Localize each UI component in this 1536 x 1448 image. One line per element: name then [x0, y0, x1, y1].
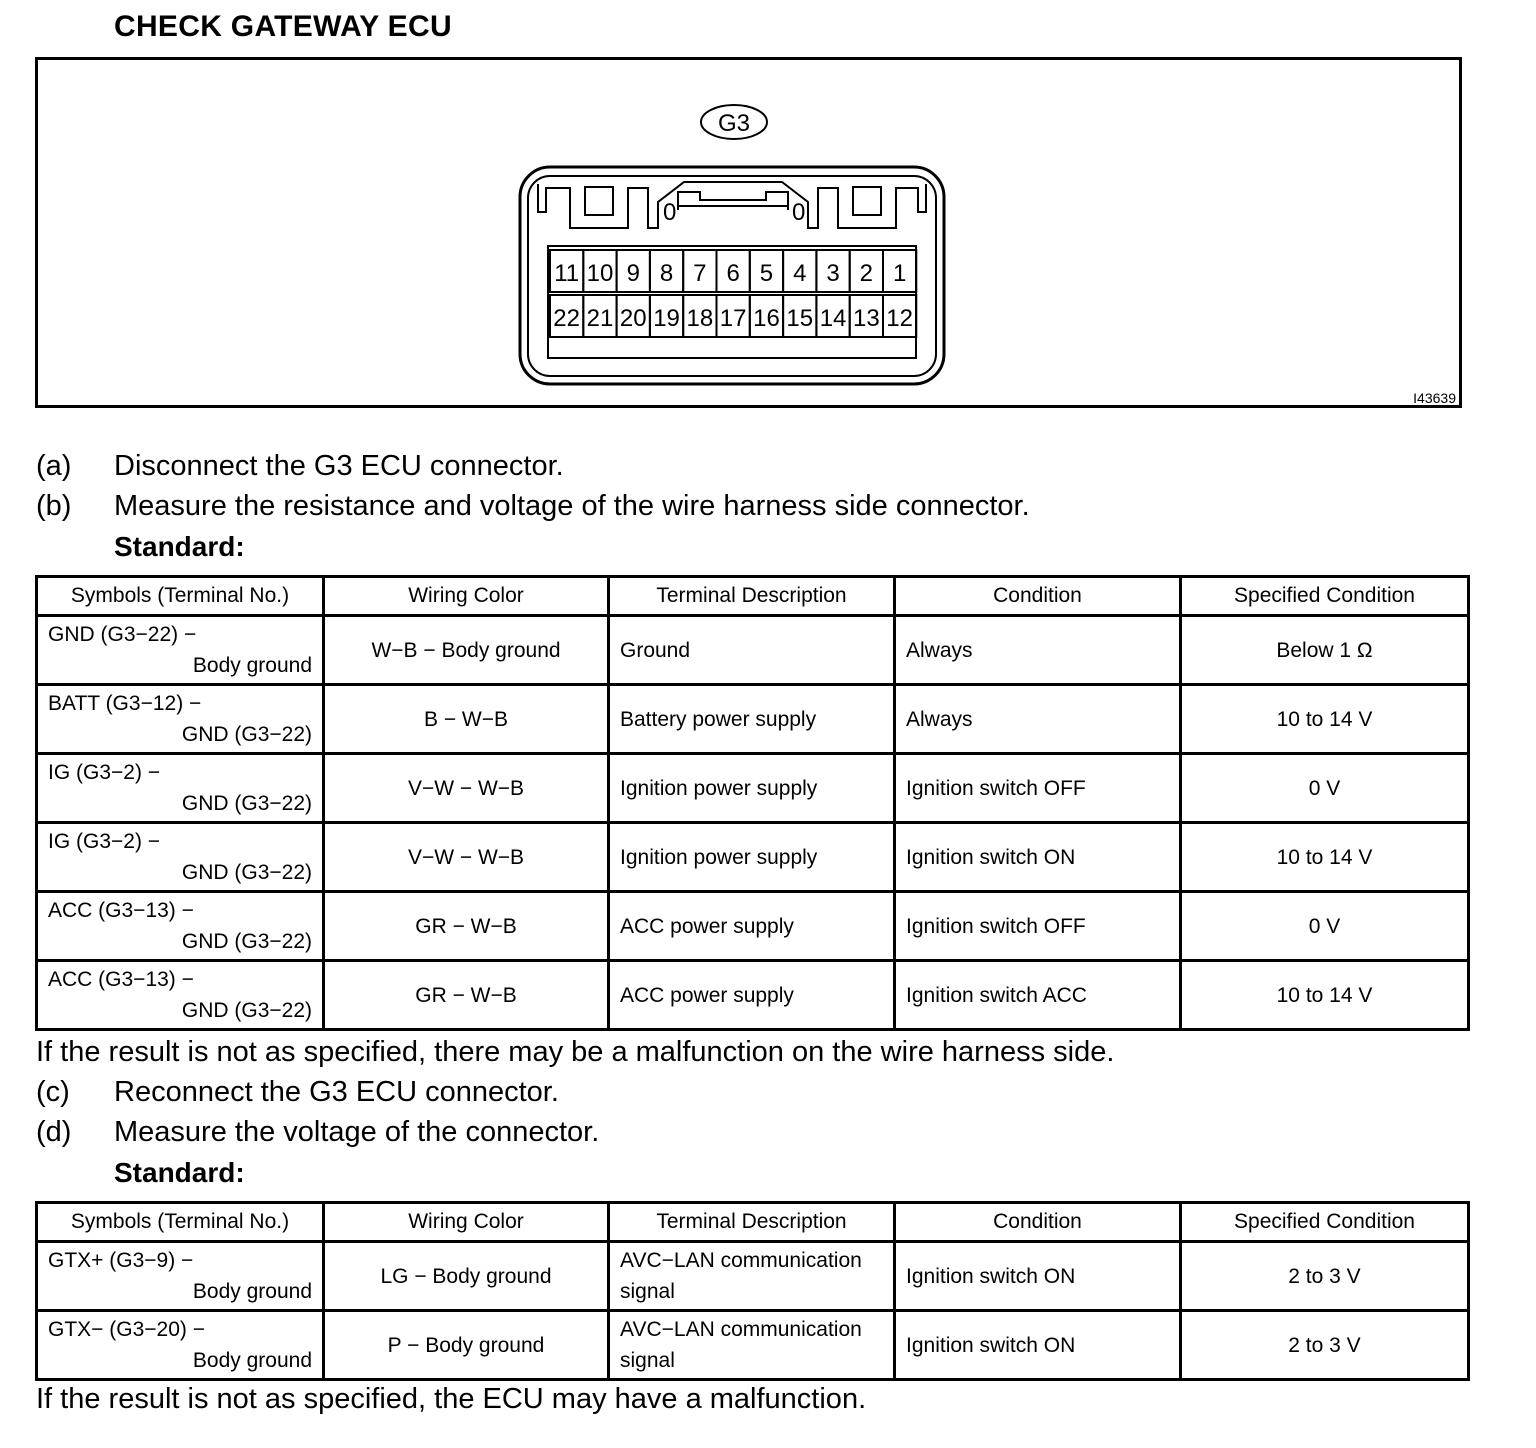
pin-number: 8: [659, 260, 674, 287]
table-header-row: [37, 577, 1469, 616]
pin-number: 5: [759, 260, 774, 287]
cell-description: ACC power supply: [609, 961, 895, 1030]
header-condition: Condition: [895, 1203, 1181, 1242]
cell-wiring-color: P − Body ground: [324, 1311, 609, 1380]
cell-condition: Ignition switch ON: [895, 823, 1181, 892]
pin-number: 9: [626, 260, 640, 287]
pin-number: 12: [886, 305, 914, 332]
cell-condition: Always: [895, 616, 1181, 685]
table-row: [37, 754, 1469, 823]
cell-symbol: IG (G3−2) − GND (G3−22): [37, 754, 324, 823]
header-terminal-description: Terminal Description: [609, 577, 895, 616]
page-title: CHECK GATEWAY ECU: [114, 10, 452, 43]
note-ecu: If the result is not as specified, the ECU may have a malfunction.: [36, 1383, 867, 1415]
step-b-text: Measure the resistance and voltage of the wire harness side connector.: [114, 490, 1030, 522]
pin-number: 16: [753, 305, 780, 332]
header-symbols: Symbols (Terminal No.): [37, 1203, 324, 1242]
pin-grid: [550, 250, 916, 337]
table-row: [37, 961, 1469, 1030]
step-d-text: Measure the voltage of the connector.: [114, 1116, 600, 1148]
pin-number: 1: [892, 260, 907, 287]
pin-number: 22: [553, 305, 581, 332]
connector-label: G3: [717, 110, 751, 137]
latch-mark-right: 0: [792, 199, 806, 226]
step-a: [36, 450, 564, 483]
standard-label-2: Standard:: [114, 1157, 245, 1188]
header-terminal-description: Terminal Description: [609, 1203, 895, 1242]
cell-description: Battery power supply: [609, 685, 895, 754]
pin-number: 17: [719, 305, 747, 332]
header-wiring-color: Wiring Color: [324, 1203, 609, 1242]
figure-id: I43639: [1413, 390, 1456, 406]
cell-condition: Ignition switch OFF: [895, 754, 1181, 823]
table-header-row: [37, 1203, 1469, 1242]
pin-number: 18: [686, 305, 714, 332]
cell-spec: 10 to 14 V: [1181, 961, 1469, 1030]
cell-condition: Always: [895, 685, 1181, 754]
cell-symbol: GTX+ (G3−9) − Body ground: [37, 1242, 324, 1311]
cell-symbol: ACC (G3−13) − GND (G3−22): [37, 892, 324, 961]
cell-condition: Ignition switch ON: [895, 1311, 1181, 1380]
connector-diagram: [38, 60, 1465, 411]
header-specified-condition: Specified Condition: [1181, 1203, 1469, 1242]
connector-figure: [35, 57, 1462, 408]
pin-number: 15: [786, 305, 814, 332]
spec-table-1: [35, 575, 1470, 1031]
cell-spec: 2 to 3 V: [1181, 1311, 1469, 1380]
cell-spec: 0 V: [1181, 892, 1469, 961]
cell-spec: 10 to 14 V: [1181, 685, 1469, 754]
pin-number: 19: [653, 305, 680, 332]
header-specified-condition: Specified Condition: [1181, 577, 1469, 616]
table-row: [37, 892, 1469, 961]
cell-wiring-color: B − W−B: [324, 685, 609, 754]
latch-mark-left: 0: [663, 199, 677, 226]
pin-number: 6: [726, 260, 740, 287]
pin-number: 21: [586, 305, 614, 332]
table-row: [37, 1311, 1469, 1380]
pin-number: 3: [826, 260, 840, 287]
step-a-text: Disconnect the G3 ECU connector.: [114, 450, 564, 482]
note-harness: If the result is not as specified, there may be a malfunction on the wire harness side.: [36, 1036, 1115, 1068]
step-b: [36, 490, 1030, 523]
pin-number: 11: [554, 260, 580, 287]
pin-number: 13: [852, 305, 880, 332]
spec-table-2: [35, 1201, 1470, 1381]
connector-locks: [538, 182, 926, 228]
step-c: [36, 1076, 559, 1109]
cell-wiring-color: W−B − Body ground: [324, 616, 609, 685]
cell-wiring-color: GR − W−B: [324, 961, 609, 1030]
pin-number: 2: [859, 260, 874, 287]
cell-condition: Ignition switch ACC: [895, 961, 1181, 1030]
pin-number: 10: [586, 260, 614, 287]
header-condition: Condition: [895, 577, 1181, 616]
header-wiring-color: Wiring Color: [324, 577, 609, 616]
cell-spec: 10 to 14 V: [1181, 823, 1469, 892]
cell-symbol: BATT (G3−12) − GND (G3−22): [37, 685, 324, 754]
cell-spec: Below 1 Ω: [1181, 616, 1469, 685]
table-row: [37, 1242, 1469, 1311]
cell-description: AVC−LAN communication signal: [609, 1311, 895, 1380]
cell-condition: Ignition switch OFF: [895, 892, 1181, 961]
cell-symbol: ACC (G3−13) − GND (G3−22): [37, 961, 324, 1030]
table-row: [37, 616, 1469, 685]
cell-condition: Ignition switch ON: [895, 1242, 1181, 1311]
pin-number: 7: [693, 260, 707, 287]
cell-description: AVC−LAN communication signal: [609, 1242, 895, 1311]
cell-wiring-color: V−W − W−B: [324, 754, 609, 823]
cell-symbol: GND (G3−22) − Body ground: [37, 616, 324, 685]
cell-symbol: GTX− (G3−20) − Body ground: [37, 1311, 324, 1380]
cell-spec: 0 V: [1181, 754, 1469, 823]
standard-label-1: Standard:: [114, 531, 245, 562]
cell-wiring-color: GR − W−B: [324, 892, 609, 961]
cell-description: Ignition power supply: [609, 754, 895, 823]
step-d: [36, 1116, 599, 1149]
cell-symbol: IG (G3−2) − GND (G3−22): [37, 823, 324, 892]
step-b-label: (b): [36, 490, 72, 522]
cell-description: Ground: [609, 616, 895, 685]
pin-number: 4: [793, 260, 807, 287]
cell-description: ACC power supply: [609, 892, 895, 961]
pin-number: 20: [619, 305, 647, 332]
cell-wiring-color: LG − Body ground: [324, 1242, 609, 1311]
step-c-label: (c): [36, 1076, 70, 1108]
table-row: [37, 685, 1469, 754]
step-d-label: (d): [36, 1116, 72, 1148]
pin-number: 14: [819, 305, 847, 332]
cell-wiring-color: V−W − W−B: [324, 823, 609, 892]
step-c-text: Reconnect the G3 ECU connector.: [114, 1076, 559, 1108]
cell-description: Ignition power supply: [609, 823, 895, 892]
table-row: [37, 823, 1469, 892]
header-symbols: Symbols (Terminal No.): [37, 577, 324, 616]
cell-spec: 2 to 3 V: [1181, 1242, 1469, 1311]
step-a-label: (a): [36, 450, 72, 482]
